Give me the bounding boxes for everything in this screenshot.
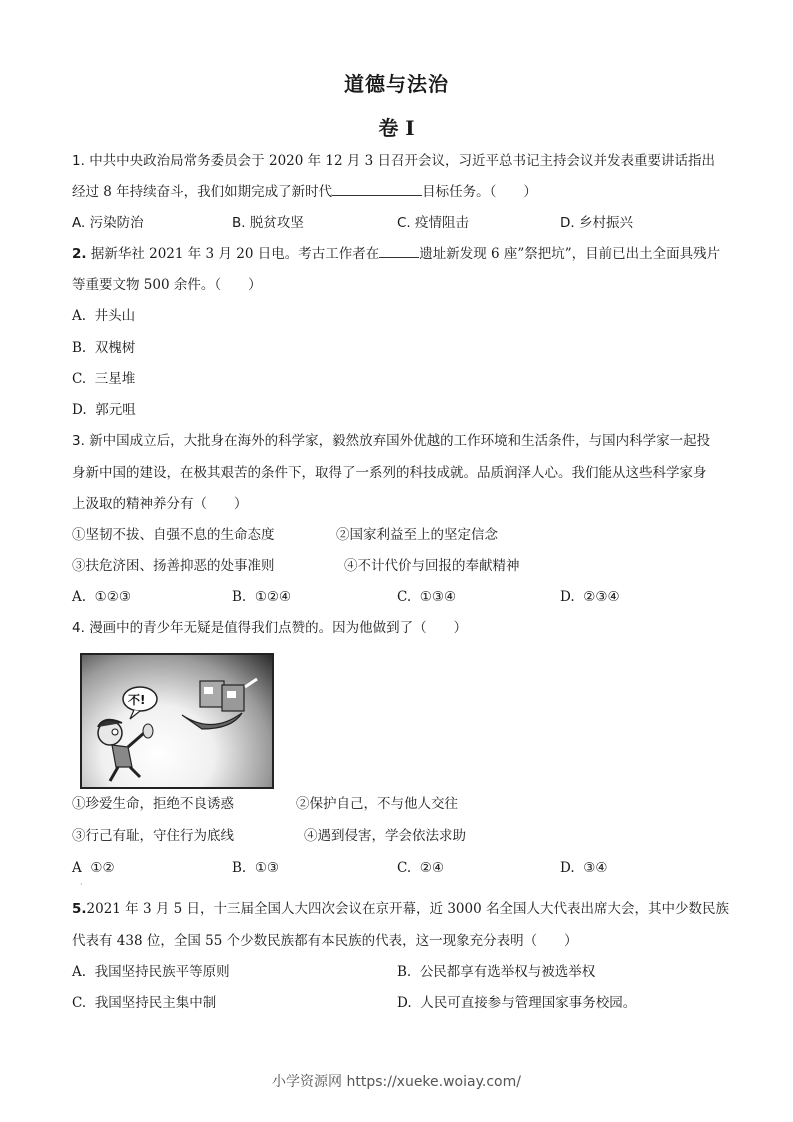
question-4-option-b: B. ①③ — [232, 860, 280, 876]
question-1-line-2: 经过 8 年持续奋斗，我们如期完成了新时代 目标任务。（ ） — [72, 184, 537, 200]
answer-blank — [332, 183, 422, 196]
question-4-option-a: A ①② — [72, 860, 115, 876]
question-5-line-1: 5.2021 年 3 月 5 日，十三届全国人大四次会议在京开幕，近 3000 名全国人大代表出席大会，其中少数民族 — [72, 901, 729, 917]
question-5-option-b: B. 公民都享有选举权与被选举权 — [397, 964, 596, 980]
question-3-option-d: D. ②③④ — [560, 589, 620, 605]
question-2-option-a: A. 井头山 — [72, 308, 136, 324]
question-3-statement-1: ①坚韧不拔、自强不息的生命态度 — [72, 527, 275, 543]
question-4-line-1: 4. 漫画中的青少年无疑是值得我们点赞的。因为他做到了（ ） — [72, 620, 468, 636]
question-3-statement-3: ③扶危济困、扬善抑恶的处事准则 — [72, 558, 275, 574]
svg-text:不!: 不! — [128, 693, 146, 707]
question-4-statement-3: ③行己有耻，守住行为底线 — [72, 828, 234, 844]
cartoon-image — [80, 653, 274, 789]
question-5-option-d: D. 人民可直接参与管理国家事务校园。 — [397, 995, 637, 1011]
question-3-option-a: A. ①②③ — [72, 589, 131, 605]
question-4-statement-1: ①珍爱生命，拒绝不良诱惑 — [72, 796, 234, 812]
question-1-option-b: B. 脱贫攻坚 — [232, 215, 304, 231]
question-number: 5. — [72, 901, 87, 917]
question-3-line-3: 上汲取的精神养分有（ ） — [72, 496, 248, 512]
question-4-option-d: D. ③④ — [560, 860, 608, 876]
question-1-option-a: A. 污染防治 — [72, 215, 144, 231]
question-4-statement-4: ④遇到侵害，学会依法求助 — [304, 828, 466, 844]
question-number: 4. — [72, 620, 85, 636]
cartoon-illustration — [82, 655, 272, 787]
question-number: 3. — [72, 433, 85, 449]
question-3-line-2: 身新中国的建设，在极其艰苦的条件下，取得了一系列的科技成就。品质润泽人心。我们能从这些科学家身 — [72, 465, 707, 481]
answer-blank — [379, 245, 419, 258]
question-2-option-b: B. 双槐树 — [72, 340, 136, 356]
question-4-option-c: C. ②④ — [397, 860, 444, 876]
question-number: 2. — [72, 246, 87, 262]
question-5-option-a: A. 我国坚持民族平等原则 — [72, 964, 230, 980]
question-2-option-c: C. 三星堆 — [72, 371, 136, 387]
footer-watermark: 小学资源网 https://xueke.woiay.com/ — [272, 1074, 521, 1090]
question-5-line-2: 代表有 438 位，全国 55 个少数民族都有本民族的代表，这一现象充分表明（ ） — [72, 933, 578, 949]
question-number: 1. — [72, 153, 85, 169]
page-title: 道德与法治 — [344, 72, 449, 96]
question-1-option-d: D. 乡村振兴 — [560, 215, 633, 231]
question-3-option-b: B. ①②④ — [232, 589, 292, 605]
question-2-option-d: D. 郭元咀 — [72, 402, 136, 418]
question-2-line-1: 2. 据新华社 2021 年 3 月 20 日电。考古工作者在 遗址新发现 6 座”祭把坑”，目前已出土全面具残片 — [72, 246, 721, 262]
question-3-statement-2: ②国家利益至上的坚定信念 — [336, 527, 498, 543]
stray-mark: · — [80, 880, 83, 889]
question-3-statement-4: ④不计代价与回报的奉献精神 — [344, 558, 520, 574]
question-5-option-c: C. 我国坚持民主集中制 — [72, 995, 217, 1011]
section-title: 卷 I — [378, 116, 415, 140]
question-3-option-c: C. ①③④ — [397, 589, 457, 605]
question-2-line-2: 等重要文物 500 余件。（ ） — [72, 277, 262, 293]
question-1-option-c: C. 疫情阻击 — [397, 215, 470, 231]
question-1-line-1: 1. 中共中央政治局常务委员会于 2020 年 12 月 3 日召开会议，习近平总书记主持会议并发表重要讲话指出 — [72, 153, 716, 169]
question-3-line-1: 3. 新中国成立后，大批身在海外的科学家，毅然放弃国外优越的工作环境和生活条件，与国内科学家一起投 — [72, 433, 711, 449]
question-4-statement-2: ②保护自己，不与他人交往 — [296, 796, 458, 812]
